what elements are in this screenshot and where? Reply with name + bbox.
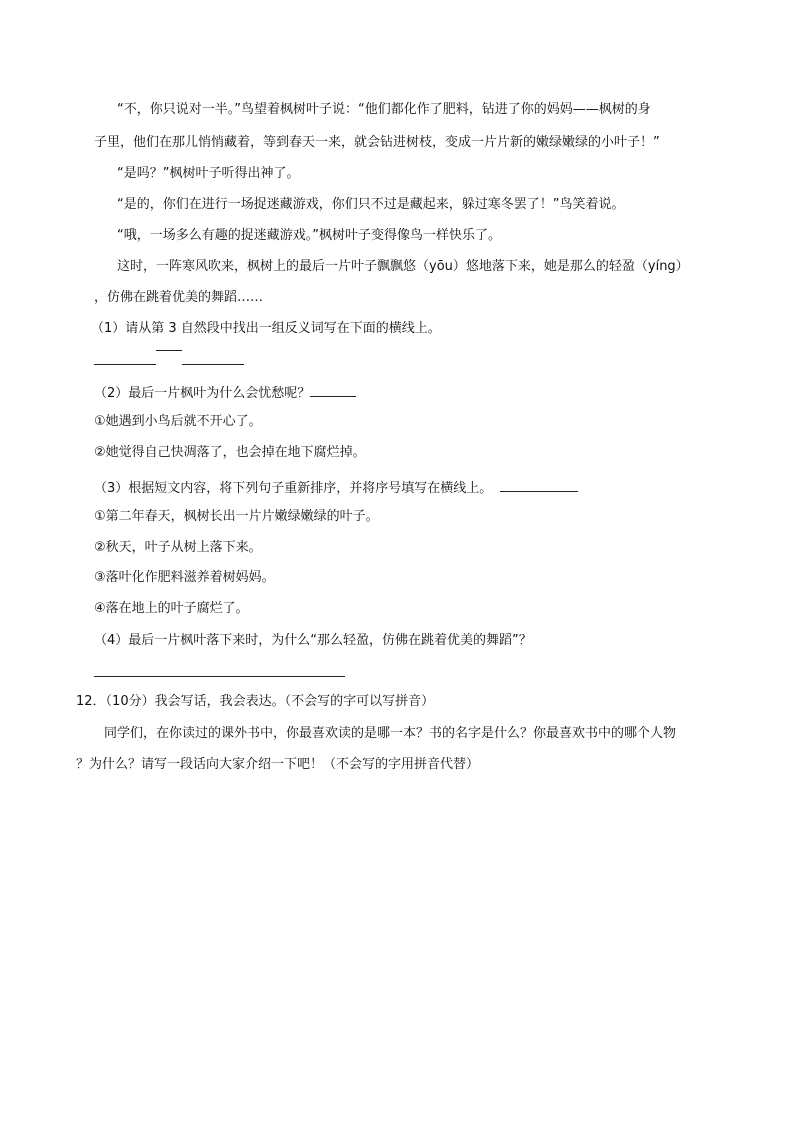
antonym-blank-1[interactable]: [94, 350, 156, 365]
question-4-answer-row: [94, 662, 345, 683]
question-3-prompt: （3）根据短文内容，将下列句子重新排序，并将序号填写在横线上。: [94, 481, 493, 496]
question-3-row: [94, 477, 578, 498]
passage-paragraph-1-line-2: 子里，他们在那儿悄悄藏着，等到春天一来，就会钻进树枝，变成一片片新的嫩绿嫩绿的小叶子！”: [94, 135, 660, 150]
question-2-answer-blank[interactable]: [310, 382, 356, 397]
question-4-prompt: （4）最后一片枫叶落下来时，为什么“那么轻盈，仿佛在跳着优美的舞蹈”？: [94, 633, 532, 648]
question-4-answer-blank[interactable]: [94, 662, 345, 677]
passage-paragraph-1-line-1: “不，你只说对一半。”鸟望着枫树叶子说：“他们都化作了肥料，钻进了你的妈妈——枫树的身: [117, 102, 651, 117]
dash-separator: [156, 350, 182, 351]
passage-paragraph-5-line-2: ，仿佛在跳着优美的舞蹈……: [94, 290, 264, 305]
passage-paragraph-3: “是的，你们在进行一场捉迷藏游戏，你们只不过是藏起来，躲过寒冬罢了！”鸟笑着说。: [117, 197, 625, 212]
question-2-option-2: ②她觉得自己快凋落了，也会掉在地下腐烂掉。: [94, 445, 366, 460]
question-12-title: 12．（10分）我会写话，我会表达。（不会写的字可以写拼音）: [76, 694, 435, 709]
question-12-body-line-2: ？为什么？请写一段话向大家介绍一下吧！（不会写的字用拼音代替）: [76, 757, 480, 772]
question-3-option-4: ④落在地上的叶子腐烂了。: [94, 601, 249, 616]
passage-paragraph-2: “是吗？”枫树叶子听得出神了。: [117, 166, 300, 181]
question-3-answer-blank[interactable]: [500, 477, 578, 492]
question-3-option-3: ③落叶化作肥料滋养着树妈妈。: [94, 570, 275, 585]
question-1-answer-row: [94, 350, 244, 371]
question-12-body-line-1: 同学们，在你读过的课外书中，你最喜欢读的是哪一本？书的名字是什么？你最喜欢书中的哪个人物: [104, 726, 677, 741]
question-2-prompt: （2）最后一片枫叶为什么会忧愁呢？: [94, 386, 311, 401]
question-3-option-2: ②秋天，叶子从树上落下来。: [94, 540, 262, 555]
question-3-option-1: ①第二年春天，枫树长出一片片嫩绿嫩绿的叶子。: [94, 509, 379, 524]
passage-paragraph-4: “哦，一场多么有趣的捉迷藏游戏。”枫树叶子变得像鸟一样快乐了。: [117, 228, 501, 243]
passage-paragraph-5-line-1: 这时，一阵寒风吹来，枫树上的最后一片叶子飘飘悠（yōu）悠地落下来，她是那么的轻盈（yíng）: [117, 259, 689, 274]
question-2-row: [94, 382, 356, 403]
question-1-prompt: （1）请从第 3 自然段中找出一组反义词写在下面的横线上。: [91, 321, 441, 336]
question-2-option-1: ①她遇到小鸟后就不开心了。: [94, 414, 262, 429]
antonym-blank-2[interactable]: [182, 350, 244, 365]
